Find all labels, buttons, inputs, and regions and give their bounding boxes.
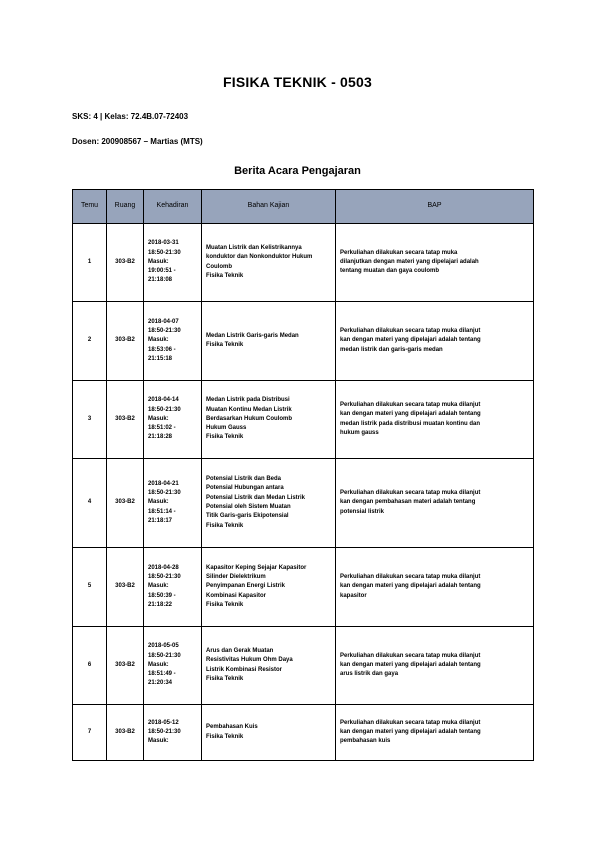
bap-cell: Perkuliahan dilakukan secara tatap muka dilanjut kan dengan materi yang dipelajari adalah tentang medan listrik dan garis-garis medan xyxy=(336,302,534,381)
col-header-kehadiran: Kehadiran xyxy=(144,190,202,224)
col-header-bap: BAP xyxy=(336,190,534,224)
bahan-kajian-cell: Medan Listrik pada Distribusi Muatan Kontinu Medan Listrik Berdasarkan Hukum Coulomb Hukum Gauss Fisika Teknik xyxy=(202,381,336,459)
table-row xyxy=(73,705,534,761)
bap-cell: Perkuliahan dilakukan secara tatap muka dilanjut kan dengan materi yang dipelajari adalah tentang pembahasan kuis xyxy=(336,705,534,761)
ruang-cell: 303-B2 xyxy=(107,548,144,627)
table-header-row xyxy=(73,190,534,224)
table-row xyxy=(73,381,534,459)
kehadiran-cell: 2018-03-31 18:50-21:30 Masuk: 19:00:51 - 21:18:08 xyxy=(144,224,202,302)
temu-cell: 2 xyxy=(73,302,107,381)
kehadiran-cell: 2018-04-21 18:50-21:30 Masuk: 18:51:14 - 21:18:17 xyxy=(144,459,202,548)
ruang-cell: 303-B2 xyxy=(107,627,144,705)
ruang-cell: 303-B2 xyxy=(107,381,144,459)
kehadiran-cell: 2018-05-12 18:50-21:30 Masuk: xyxy=(144,705,202,761)
kehadiran-cell: 2018-05-05 18:50-21:30 Masuk: 18:51:49 - 21:20:34 xyxy=(144,627,202,705)
bap-cell: Perkuliahan dilakukan secara tatap muka dilanjut kan dengan materi yang dipelajari adalah tentang kapasitor xyxy=(336,548,534,627)
kehadiran-cell: 2018-04-07 18:50-21:30 Masuk: 18:53:06 - 21:15:18 xyxy=(144,302,202,381)
page-title: FISIKA TEKNIK - 0503 xyxy=(223,74,372,90)
course-info: SKS: 4 | Kelas: 72.4B.07-72403 xyxy=(72,112,189,121)
section-title: Berita Acara Pengajaran xyxy=(234,165,361,177)
bahan-kajian-cell: Muatan Listrik dan Kelistrikannya konduktor dan Nonkonduktor Hukum Coulomb Fisika Teknik xyxy=(202,224,336,302)
ruang-cell: 303-B2 xyxy=(107,705,144,761)
col-header-ruang: Ruang xyxy=(107,190,144,224)
bahan-kajian-cell: Potensial Listrik dan Beda Potensial Hubungan antara Potensial Listrik dan Medan Listrik Potensial oleh Sistem Muatan Titik Garis-garis Ekipotensial Fisika Teknik xyxy=(202,459,336,548)
bahan-kajian-cell: Pembahasan Kuis Fisika Teknik xyxy=(202,705,336,761)
temu-cell: 5 xyxy=(73,548,107,627)
col-header-temu: Temu xyxy=(73,190,107,224)
bap-table xyxy=(72,189,534,761)
lecturer-info: Dosen: 200908567 – Martias (MTS) xyxy=(72,137,203,146)
bahan-kajian-cell: Arus dan Gerak Muatan Resistivitas Hukum Ohm Daya Listrik Kombinasi Resistor Fisika Teknik xyxy=(202,627,336,705)
kehadiran-cell: 2018-04-28 18:50-21:30 Masuk: 18:50:39 - 21:18:22 xyxy=(144,548,202,627)
table-row xyxy=(73,459,534,548)
bap-cell: Perkuliahan dilakukan secara tatap muka dilanjut kan dengan materi yang dipelajari adalah tentang medan listrik pada distribusi muatan kontinu dan hukum gauss xyxy=(336,381,534,459)
bap-cell: Perkuliahan dilakukan secara tatap muka dilanjut kan dengan materi yang dipelajari adalah tentang arus listrik dan gaya xyxy=(336,627,534,705)
temu-cell: 3 xyxy=(73,381,107,459)
temu-cell: 1 xyxy=(73,224,107,302)
table-row xyxy=(73,224,534,302)
temu-cell: 7 xyxy=(73,705,107,761)
temu-cell: 6 xyxy=(73,627,107,705)
table-row xyxy=(73,627,534,705)
ruang-cell: 303-B2 xyxy=(107,302,144,381)
bap-cell: Perkuliahan dilakukan secara tatap muka dilanjutkan dengan materi yang dipelajari adalah tentang muatan dan gaya coulomb xyxy=(336,224,534,302)
col-header-bahan-kajian: Bahan Kajian xyxy=(202,190,336,224)
table-row xyxy=(73,302,534,381)
bap-cell: Perkuliahan dilakukan secara tatap muka dilanjut kan dengan pembahasan materi adalah tentang potensial listrik xyxy=(336,459,534,548)
bahan-kajian-cell: Kapasitor Keping Sejajar Kapasitor Silinder Dielektrikum Penyimpanan Energi Listrik Kombinasi Kapasitor Fisika Teknik xyxy=(202,548,336,627)
temu-cell: 4 xyxy=(73,459,107,548)
bahan-kajian-cell: Medan Listrik Garis-garis Medan Fisika Teknik xyxy=(202,302,336,381)
ruang-cell: 303-B2 xyxy=(107,224,144,302)
table-row xyxy=(73,548,534,627)
kehadiran-cell: 2018-04-14 18:50-21:30 Masuk: 18:51:02 - 21:18:28 xyxy=(144,381,202,459)
ruang-cell: 303-B2 xyxy=(107,459,144,548)
